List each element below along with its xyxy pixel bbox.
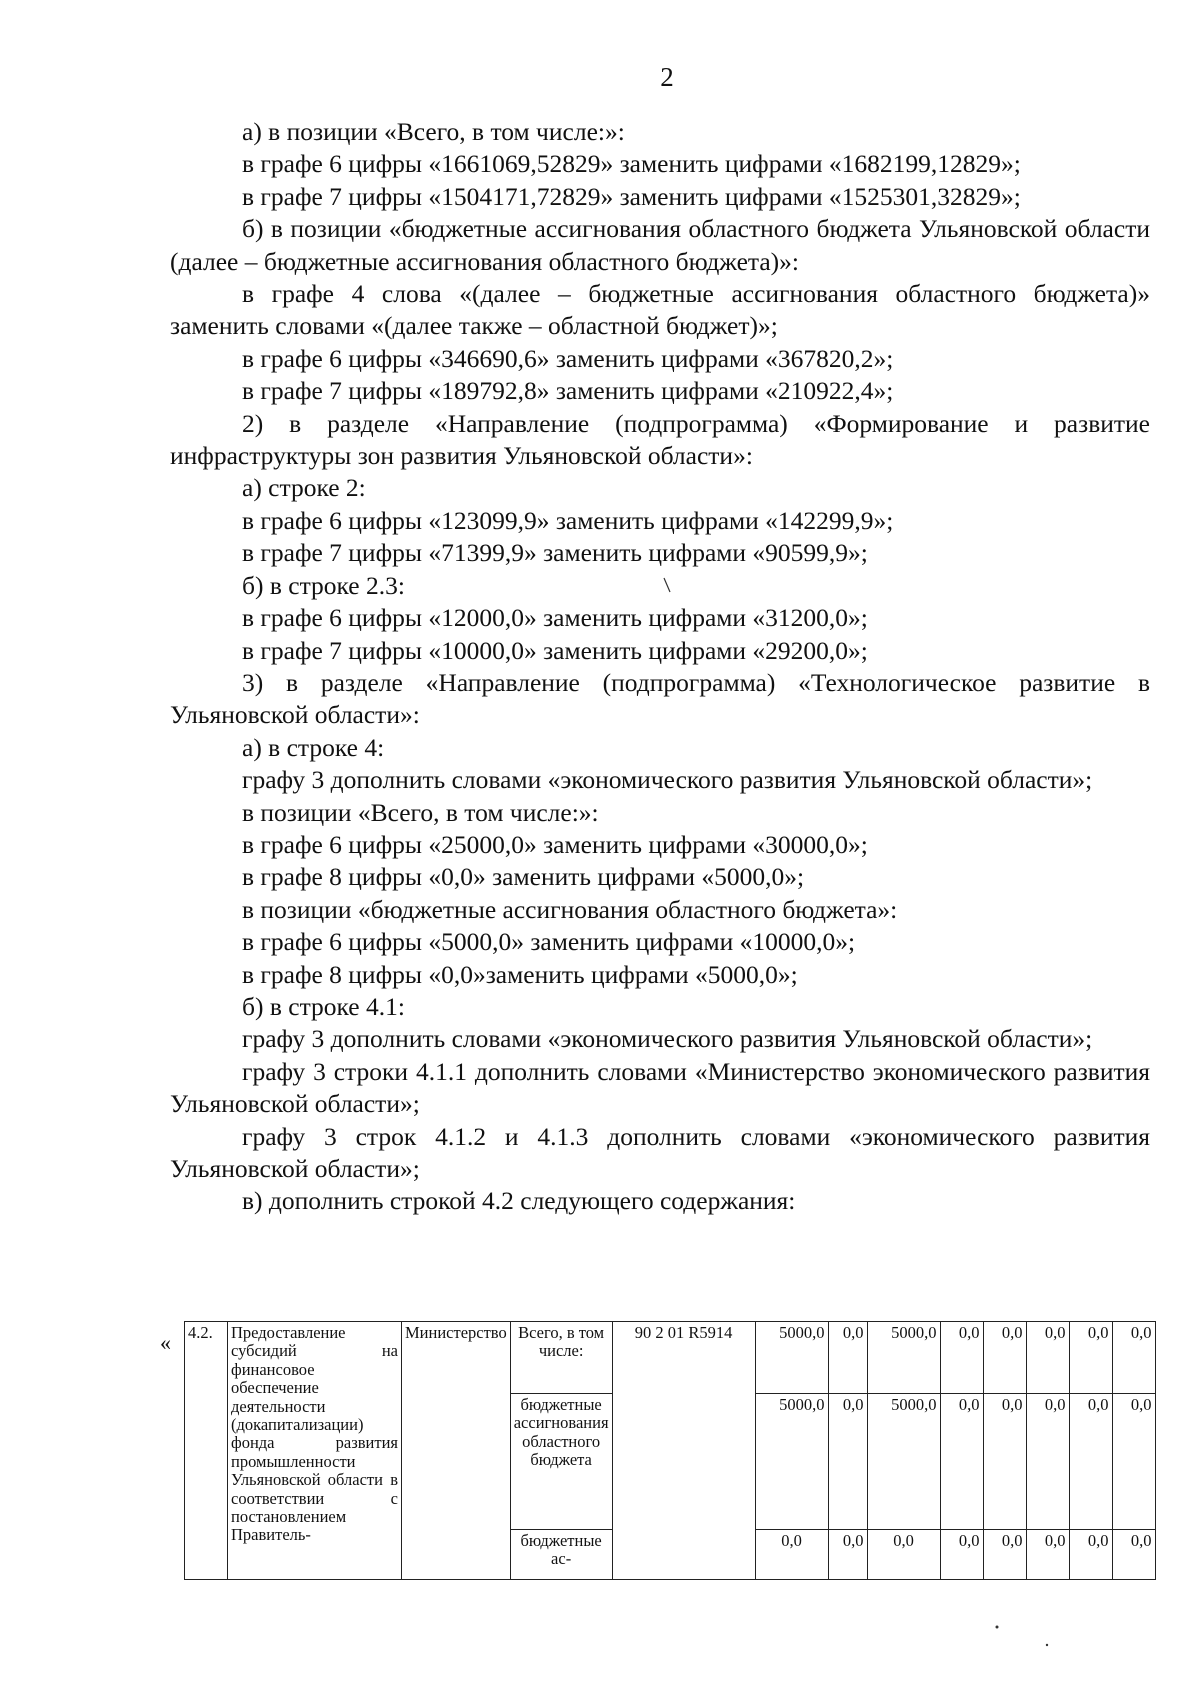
paragraph: б) в строке 4.1: — [242, 991, 405, 1021]
scan-dot — [1046, 1644, 1048, 1646]
paragraph: графу 3 строк 4.1.2 и 4.1.3 дополнить словами «экономического развития Ульяновской области»; — [170, 1121, 1150, 1183]
executor-cell: Министерство — [402, 1322, 511, 1580]
value-cell: 5000,0 — [755, 1394, 828, 1530]
row-number-cell: 4.2. — [185, 1322, 228, 1580]
paragraph: в графе 8 цифры «0,0»заменить цифрами «5000,0»; — [242, 959, 798, 989]
value-cell: 0,0 — [755, 1530, 828, 1580]
value-cell: 0,0 — [1026, 1530, 1069, 1580]
page-number: 2 — [660, 62, 674, 92]
value-cell: 0,0 — [940, 1322, 983, 1394]
paragraph: графу 3 дополнить словами «экономического развития Ульяновской области»; — [242, 765, 1093, 795]
paragraph: в графе 6 цифры «123099,9» заменить цифрами «142299,9»; — [242, 505, 894, 535]
measure-name-cell: Предоставление субсидий на финансовое обеспечение деятельности (докапитализации) фонда развития промышленности Ульяновской области в соответствии с постановлением Правитель- — [228, 1322, 402, 1580]
budget-code-cell: 90 2 01 R5914 — [612, 1322, 755, 1580]
paragraph: а) строке 2: — [242, 473, 366, 503]
value-cell: 0,0 — [1112, 1530, 1155, 1580]
value-cell: 5000,0 — [755, 1322, 828, 1394]
paragraph: 2) в разделе «Направление (подпрограмма) «Формирование и развитие инфраструктуры зон развития Ульяновской области»: — [170, 408, 1150, 471]
value-cell: 5000,0 — [867, 1322, 940, 1394]
value-cell: 0,0 — [1026, 1322, 1069, 1394]
paragraph: а) в строке 4: — [242, 732, 385, 762]
table-row — [185, 1322, 1156, 1394]
paragraph: б) в позиции «бюджетные ассигнования областного бюджета Ульяновской области (далее – бюджетные ассигнования областного бюджета)»: — [170, 214, 1150, 276]
value-cell: 0,0 — [1112, 1394, 1155, 1530]
value-cell: 0,0 — [828, 1530, 867, 1580]
paragraph: в графе 4 слова «(далее – бюджетные ассигнования областного бюджета)» заменить словами «(далее также – областной бюджет)»; — [170, 279, 1150, 341]
paragraph: графу 3 дополнить словами «экономического развития Ульяновской области»; — [242, 1024, 1093, 1054]
value-cell: 0,0 — [940, 1530, 983, 1580]
opening-quote: « — [160, 1330, 171, 1355]
paragraph: в графе 8 цифры «0,0» заменить цифрами «5000,0»; — [242, 862, 805, 892]
value-cell: 0,0 — [940, 1394, 983, 1530]
funding-source-cell: Всего, в том числе: — [510, 1322, 612, 1394]
value-cell: 0,0 — [828, 1394, 867, 1530]
paragraph: в графе 7 цифры «189792,8» заменить цифрами «210922,4»; — [242, 376, 894, 406]
document-body — [170, 116, 1150, 1218]
scan-dot — [996, 1626, 999, 1629]
paragraph: б) в строке 2.3: — [242, 570, 405, 600]
value-cell: 0,0 — [867, 1530, 940, 1580]
paragraph: в) дополнить строкой 4.2 следующего содержания: — [242, 1186, 796, 1216]
value-cell: 5000,0 — [867, 1394, 940, 1530]
paragraph: в графе 6 цифры «346690,6» заменить цифрами «367820,2»; — [242, 343, 894, 373]
paragraph: в графе 6 цифры «5000,0» заменить цифрами «10000,0»; — [242, 927, 856, 957]
paragraph: в графе 6 цифры «1661069,52829» заменить цифрами «1682199,12829»; — [242, 149, 1021, 179]
value-cell: 0,0 — [1112, 1322, 1155, 1394]
paragraph: в позиции «бюджетные ассигнования областного бюджета»: — [242, 894, 898, 924]
value-cell: 0,0 — [1026, 1394, 1069, 1530]
value-cell: 0,0 — [983, 1394, 1026, 1530]
paragraph: а) в позиции «Всего, в том числе:»: — [242, 117, 625, 146]
value-cell: 0,0 — [983, 1530, 1026, 1580]
value-cell: 0,0 — [1069, 1322, 1112, 1394]
value-cell: 0,0 — [828, 1322, 867, 1394]
paragraph: в графе 6 цифры «12000,0» заменить цифрами «31200,0»; — [242, 603, 868, 633]
value-cell: 0,0 — [983, 1322, 1026, 1394]
paragraph: в графе 6 цифры «25000,0» заменить цифрами «30000,0»; — [242, 829, 868, 859]
inserted-row-table — [184, 1321, 1156, 1580]
funding-source-cell: бюджетные ассигнования областного бюджета — [510, 1394, 612, 1530]
paragraph: в графе 7 цифры «1504171,72829» заменить цифрами «1525301,32829»; — [242, 181, 1021, 211]
value-cell: 0,0 — [1069, 1530, 1112, 1580]
value-cell: 0,0 — [1069, 1394, 1112, 1530]
funding-source-cell: бюджетные ас- — [510, 1530, 612, 1580]
paragraph: графу 3 строки 4.1.1 дополнить словами «Министерство экономического развития Ульяновской области»; — [170, 1056, 1150, 1119]
paragraph: в графе 7 цифры «71399,9» заменить цифрами «90599,9»; — [242, 538, 868, 568]
paragraph: 3) в разделе «Направление (подпрограмма) «Технологическое развитие в Ульяновской области»: — [170, 667, 1150, 730]
paragraph: в позиции «Всего, в том числе:»: — [242, 797, 599, 827]
paragraph: в графе 7 цифры «10000,0» заменить цифрами «29200,0»; — [242, 635, 868, 665]
